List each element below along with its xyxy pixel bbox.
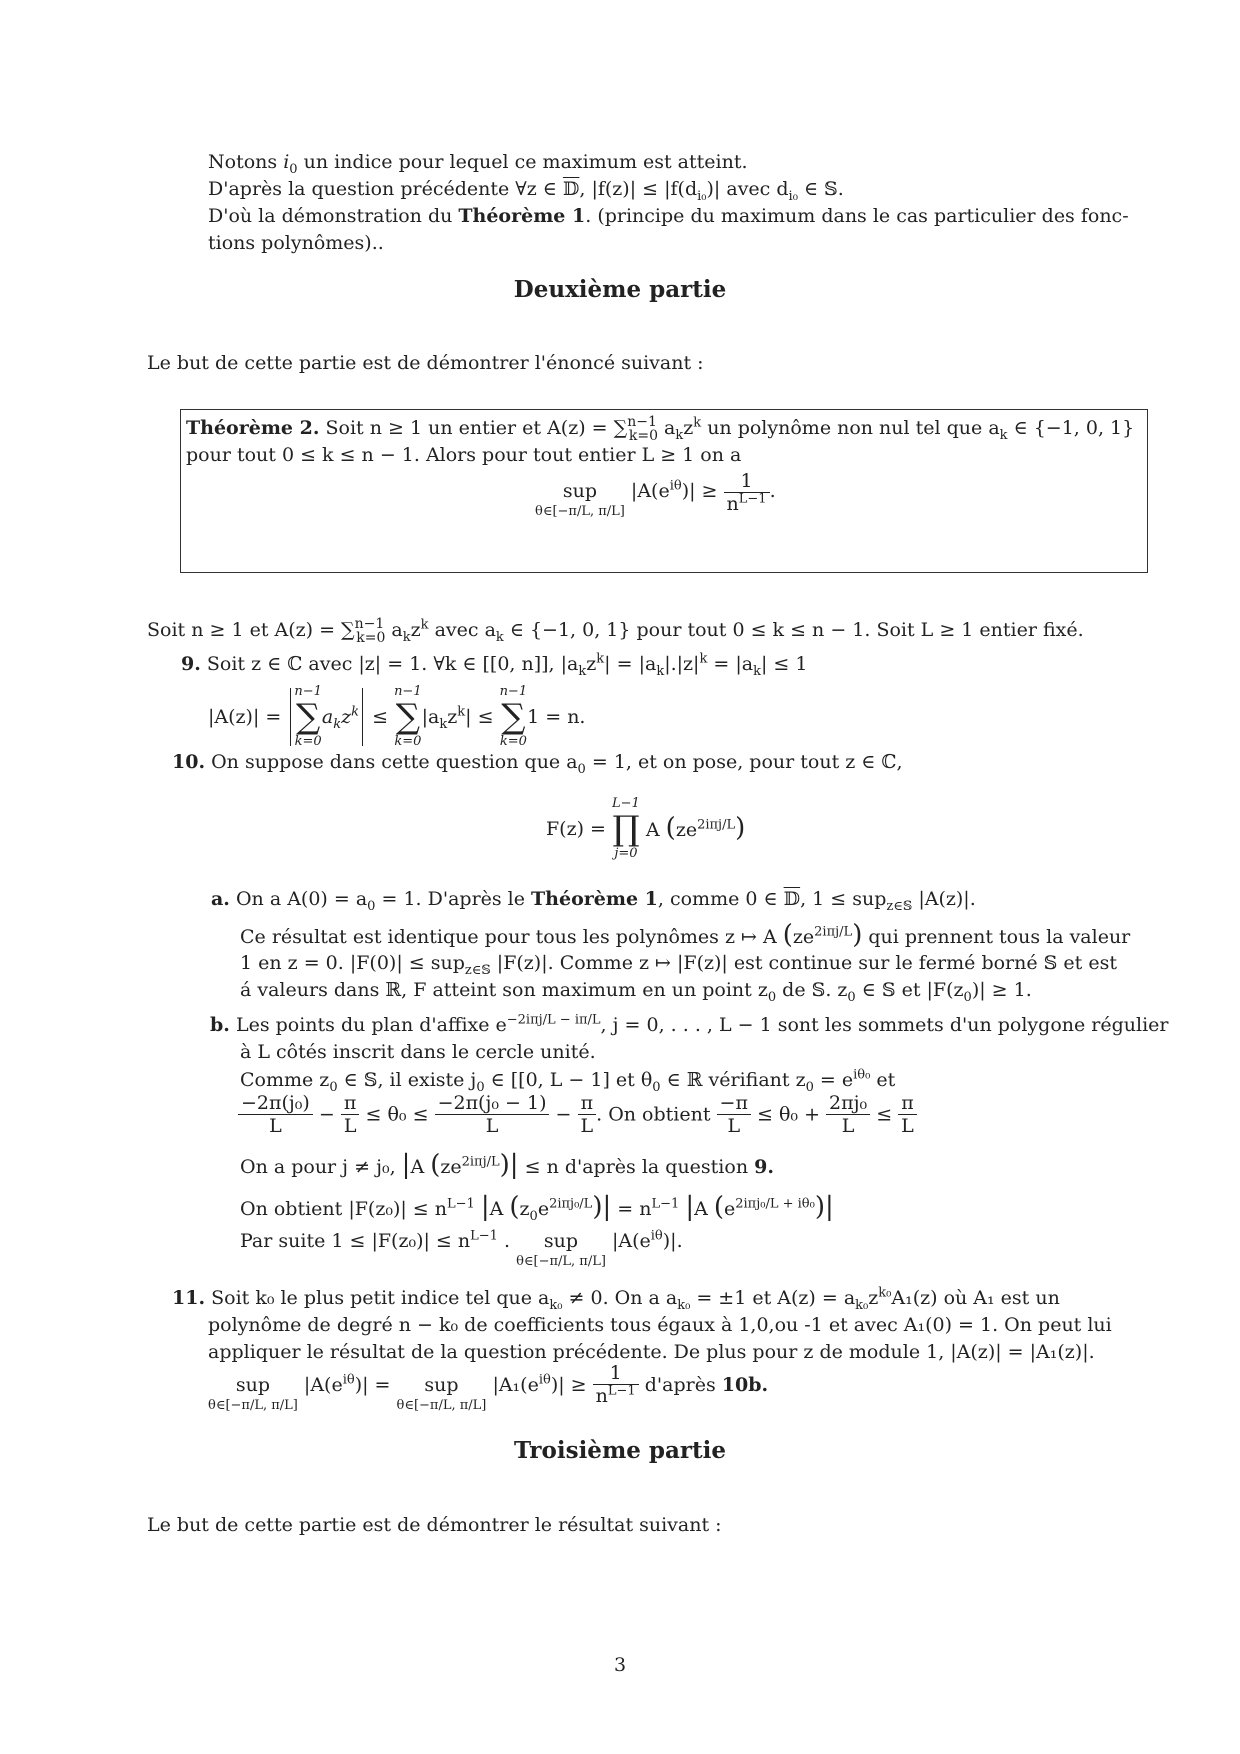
q11-line-2: polynôme de degré n − k₀ de coefficients tous égaux à 1,0,ou -1 et avec A₁(0) = 1. On peut lui	[208, 1314, 1112, 1336]
q10b-line-6: On obtient $|F(z_0)| \le n^{L-1}$ |A $(z_0e^{2i\pi j_0/L})| = n^{L-1}$ |A $(e^{2i\pi j_0/L + i\theta_0})|$	[240, 1192, 834, 1224]
q10b-line-2: à L côtés inscrit dans le cercle unité.	[240, 1041, 596, 1063]
part2-title: Deuxième partie	[513, 276, 727, 303]
q10b-line-1: b. Les points du plan d'affixe $e^{-2i\pi j/L - i\pi/L}$, j = 0, . . . , L − 1 sont les sommets d'un polygone régulier	[210, 1012, 1169, 1036]
intro-line-4: tions polynômes)..	[208, 232, 384, 254]
q10a-line-1: a. On a $A(0) = a_0 = 1$. D'après le Théorème 1, comme 0 ∈ 𝔻, 1 ≤ sup$_{z\in 𝕊}$ |A(z)|.	[211, 888, 976, 914]
theorem2-line-2: pour tout 0 ≤ k ≤ n − 1. Alors pour tout entier L ≥ 1 on a	[186, 444, 742, 466]
intro-line-1: Notons $i_0$ un indice pour lequel ce maximum est atteint.	[208, 151, 748, 177]
q10a-line-2: Ce résultat est identique pour tous les polynômes z ↦ A $(ze^{2i\pi j/L})$ qui prennent tous la valeur	[240, 920, 1131, 950]
q10b-line-5: On a pour j ≠ j₀, |A $(ze^{2i\pi j/L})| \le n$ d'après la question 9.	[240, 1150, 774, 1180]
part3-lead: Le but de cette partie est de démontrer le résultat suivant :	[147, 1514, 722, 1536]
part3-title: Troisième partie	[513, 1437, 727, 1464]
q11-line-3: appliquer le résultat de la question précédente. De plus pour z de module 1, |A(z)| = |A₁(z)|.	[208, 1341, 1095, 1363]
intro-line-3: D'où la démonstration du Théorème 1. (principe du maximum dans le cas particulier des fonc-	[208, 205, 1129, 227]
setup-line: Soit n ≥ 1 et A(z) = ∑$^{n-1}_{k=0}$ $a_kz^k$ avec $a_k$ ∈ {−1, 0, 1} pour tout 0 ≤ k ≤ n − 1. Soit L ≥ 1 entier fixé.	[147, 616, 1084, 646]
q11-equation: sup θ∈[−π/L, π/L] $|A(e^{i\theta})|$ = sup θ∈[−π/L, π/L] $|A_1(e^{i\theta})|$ ≥ $\frac{1}{n^{L-1}}$ d'après 10b.	[208, 1362, 769, 1413]
theorem2-line-1: Théorème 2. Soit n ≥ 1 un entier et A(z) = ∑$^{n-1}_{k=0}$ $a_kz^k$ un polynôme non nul tel que $a_k$ ∈ {−1, 0, 1}	[186, 414, 1135, 444]
q10a-line-3: 1 en z = 0. |F(0)| ≤ sup$_{z\in 𝕊}$ |F(z)|. Comme z ↦ |F(z)| est continue sur le fermé borné 𝕊 et est	[240, 952, 1117, 978]
q10-line-1: 10. On suppose dans cette question que $a_0 = 1$, et on pose, pour tout z ∈ ℂ,	[172, 751, 903, 777]
q11-line-1: 11. Soit k₀ le plus petit indice tel que $a_{k_0} \ne 0$. On a $a_{k_0} = \pm 1$ et $A(z) = a_{k_0}z^{k_0}A_1(z)$ où A₁ est un	[172, 1285, 1060, 1313]
theorem2-formula: sup θ∈[−π/L, π/L] $|A(e^{i\theta})|$ ≥ $\frac{1}{n^{L-1}}$ .	[535, 470, 776, 519]
q9-line-1: 9. Soit z ∈ ℂ avec |z| = 1. ∀k ∈ [[0, n]], $|a_kz^k| = |a_k|.|z|^k = |a_k| \le 1$	[181, 651, 808, 679]
page-number: 3	[613, 1654, 627, 1676]
q9-equation: |A(z)| = n−1 ∑ k=0 $a_kz^k$ ≤ n−1 ∑ k=0 $|a_kz^k|$ ≤ n−1 ∑ k=0 1 = n.	[208, 684, 586, 749]
q10a-line-4: á valeurs dans ℝ, F atteint son maximum en un point $z_0$ de 𝕊. $z_0$ ∈ 𝕊 et $|F(z_0)| \ge 1$.	[240, 979, 1032, 1005]
intro-line-2: D'après la question précédente ∀z ∈ 𝔻, $|f(z)| \le |f(d_{i_0})|$ avec $d_{i_0}$ ∈ 𝕊.	[208, 178, 844, 204]
q10b-inequality: $\frac{\text{−2π(j₀)}}{L}$ − $\frac{\pi}{L}$ ≤ θ₀ ≤ $\frac{\text{−2π(j₀ − 1)}}{L}$ − $\frac{\pi}{L}$ . On obtient $\frac{-\pi}{L}$ ≤ θ₀ + $\frac{\text{2πj₀}}{L}$ ≤ $\frac{\pi}{L}$	[238, 1092, 917, 1137]
q10b-line-3: Comme $z_0$ ∈ 𝕊, il existe $j_0$ ∈ [[0, L − 1] et $\theta_0$ ∈ ℝ vérifiant $z_0 = e^{i\theta_0}$ et	[240, 1067, 896, 1095]
q10b-line-7: Par suite $1 \le |F(z_0)| \le n^{L-1}$ . sup θ∈[−π/L, π/L] $|A(e^{i\theta})|$.	[240, 1228, 683, 1269]
part2-lead: Le but de cette partie est de démontrer l'énoncé suivant :	[147, 352, 704, 374]
q10-product-formula: F(z) = L−1 ∏ j=0 A $(ze^{2i\pi j/L})$	[546, 796, 746, 861]
